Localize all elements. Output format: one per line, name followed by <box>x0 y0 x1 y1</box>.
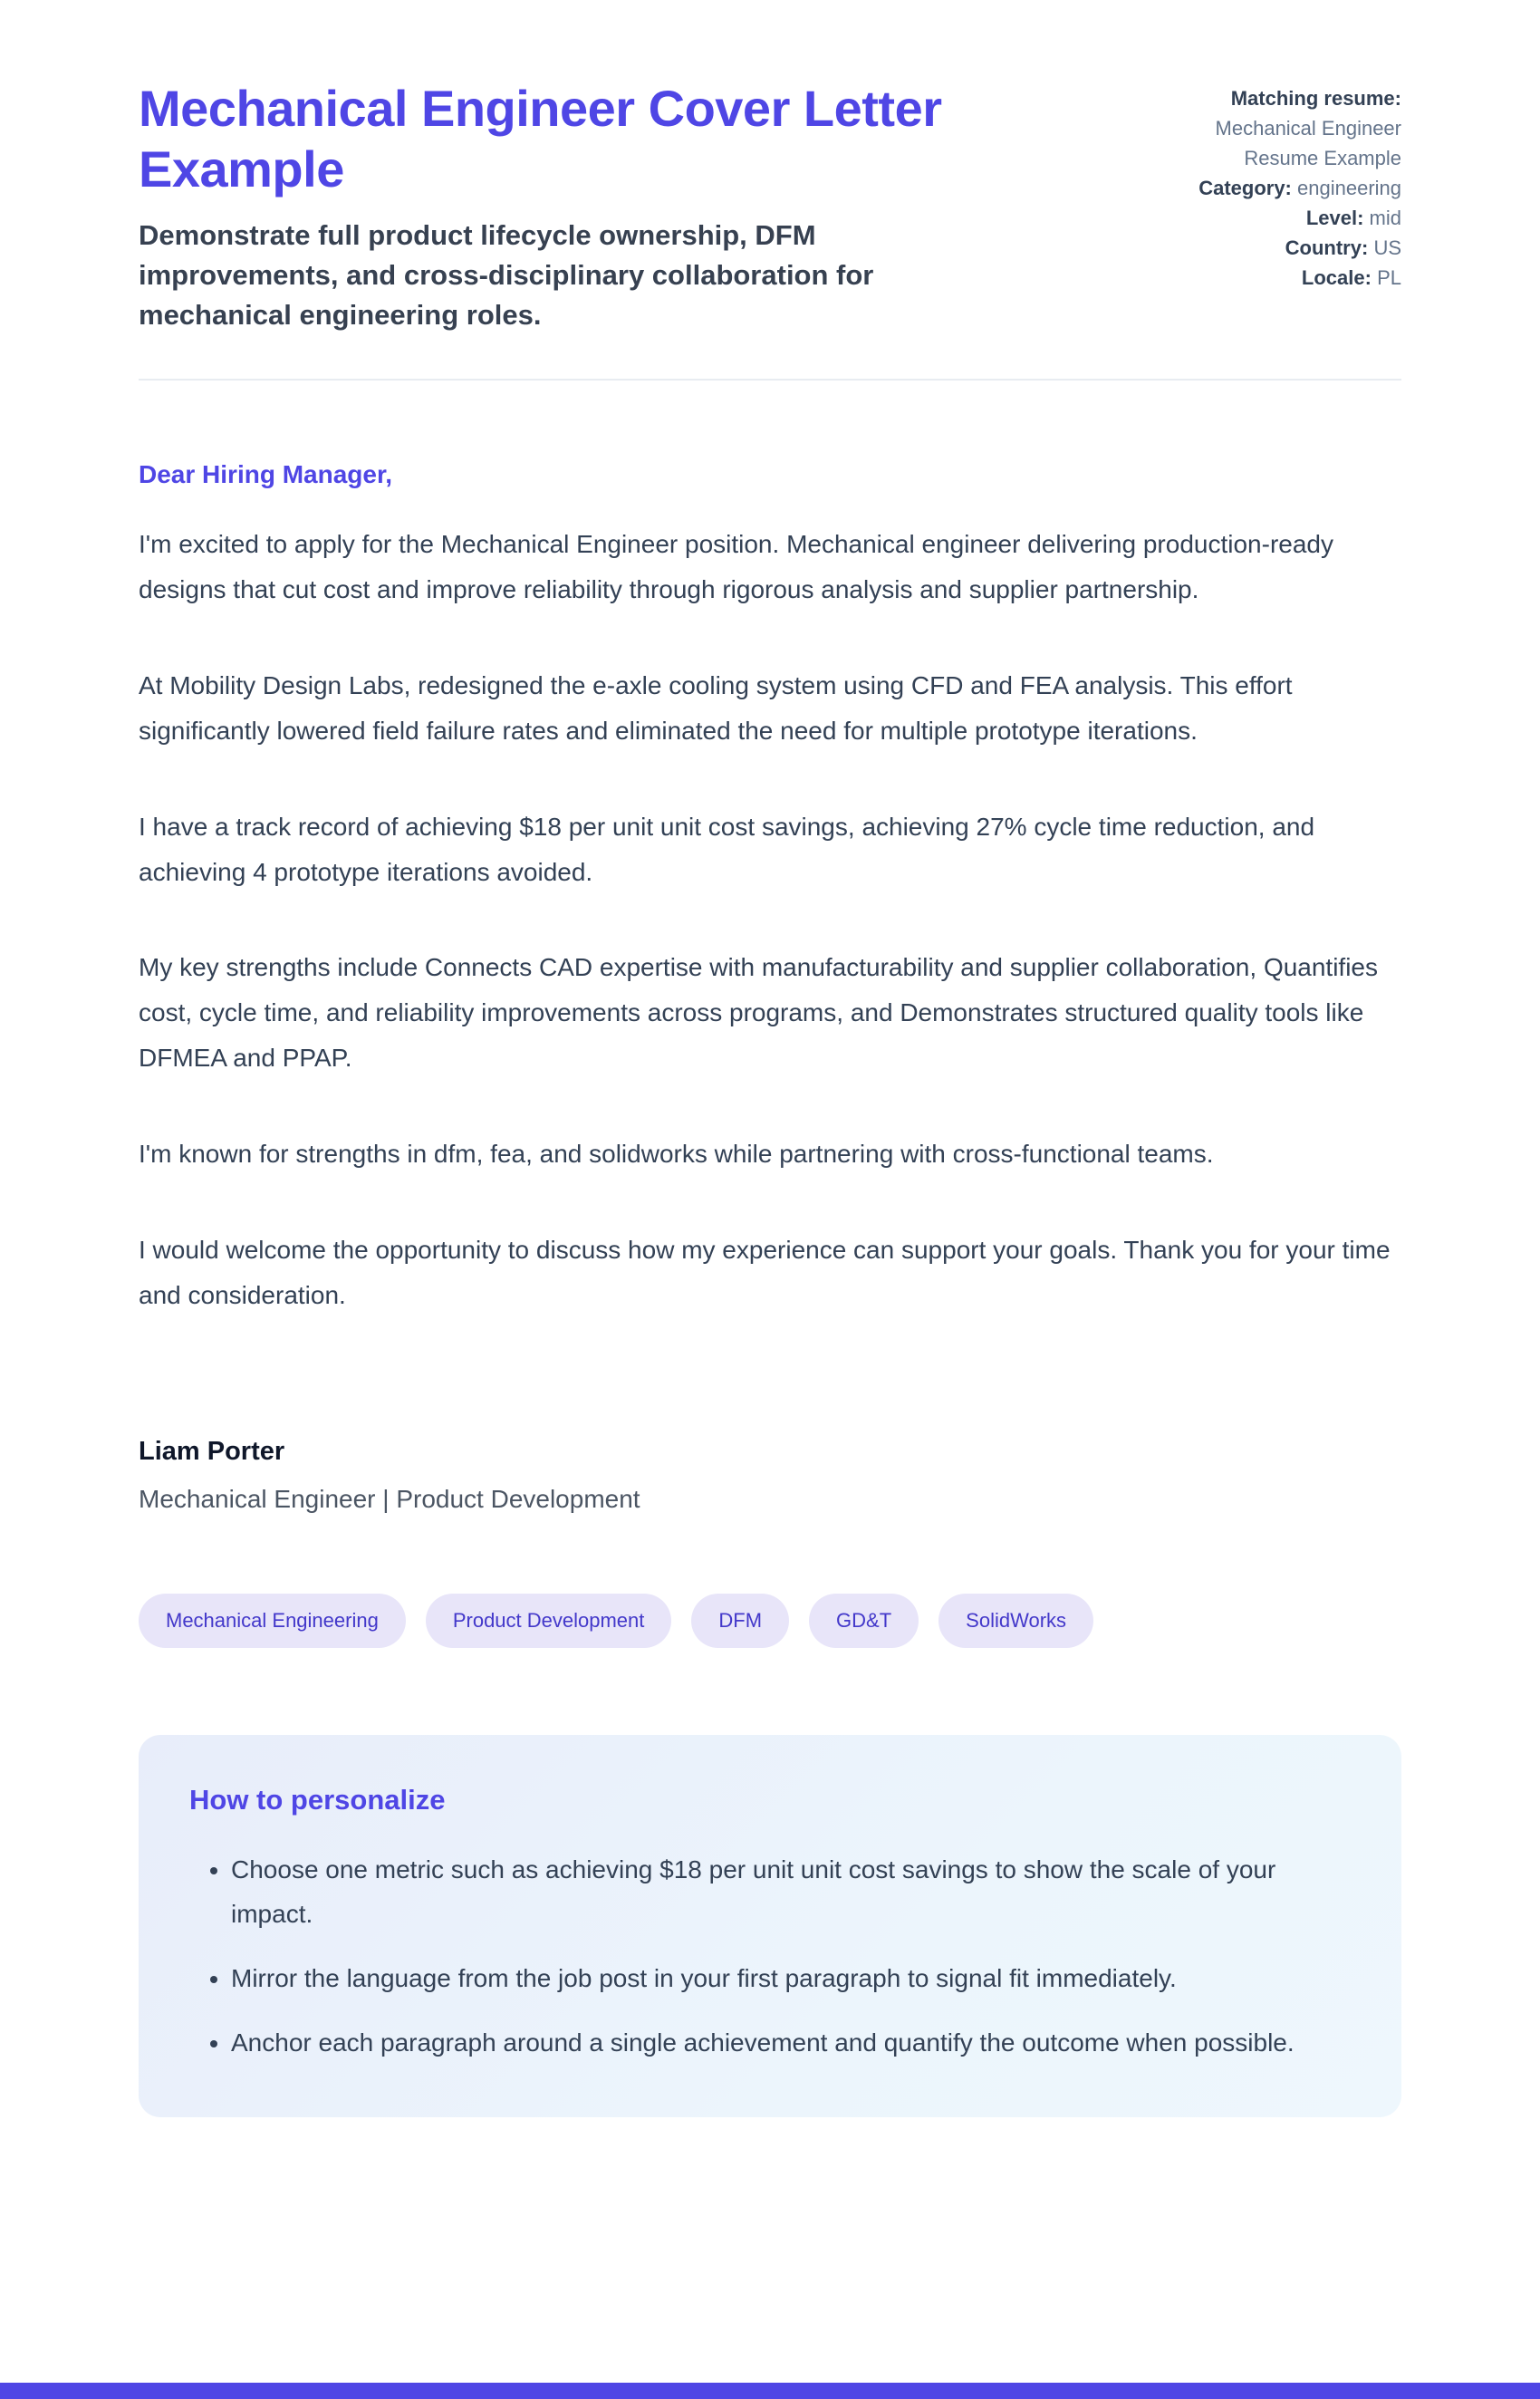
tag-list <box>139 1594 1401 1648</box>
meta-matching-resume <box>1191 83 1401 173</box>
meta-country <box>1191 233 1401 263</box>
letter-paragraph-2: At Mobility Design Labs, redesigned the e-axle cooling system using CFD and FEA analysis. This effort significantly lowered field failure rates and eliminated the need for multiple prototype iterations. <box>139 671 1293 745</box>
letter-paragraph-4: My key strengths include Connects CAD expertise with manufacturability and supplier collaboration, Quantifies cost, cycle time, and reliability improvements across programs, and Demonstrates structured quality tools like DFMEA and PPAP. <box>139 953 1379 1073</box>
personalize-title: How to personalize <box>189 1784 446 1816</box>
letter-paragraph-5: I'm known for strengths in dfm, fea, and solidworks while partnering with cross-functional teams. <box>139 1139 1214 1168</box>
personalize-tip-1: • Choose one metric such as achieving $18 per unit unit cost savings to show the scale of your impact. <box>231 1847 1351 1936</box>
meta-label: Matching resume: <box>1230 87 1401 110</box>
meta-label: Country: <box>1285 236 1369 259</box>
header-title-block <box>139 78 1112 335</box>
meta-value: Mechanical Engineer Resume Example <box>1215 117 1401 169</box>
page-header <box>139 78 1401 335</box>
signature-name: Liam Porter <box>139 1437 285 1467</box>
letter-paragraph-1: I'm excited to apply for the Mechanical Engineer position. Mechanical engineer delivering production-ready designs that cut cost and improve reliability through rigorous analysis and supplier partnership. <box>139 530 1333 604</box>
header-divider <box>139 379 1401 381</box>
personalize-tip-list <box>189 1847 1351 2065</box>
personalize-tip-2: • Mirror the language from the job post in your first paragraph to signal fit immediately. <box>231 1956 1351 2000</box>
meta-label: Locale: <box>1301 266 1372 289</box>
meta-label: Level: <box>1305 207 1364 229</box>
cover-letter-page <box>139 0 1401 2343</box>
personalize-tip-3: • Anchor each paragraph around a single achievement and quantify the outcome when possible. <box>231 2020 1351 2065</box>
resume-meta-panel <box>1191 78 1401 293</box>
page-title: Mechanical Engineer Cover Letter Example <box>139 80 942 198</box>
meta-category <box>1191 173 1401 203</box>
meta-value: mid <box>1369 207 1401 229</box>
salutation: Dear Hiring Manager, <box>139 460 393 489</box>
tag-product-development[interactable]: Product Development <box>426 1594 672 1648</box>
meta-value: PL <box>1377 266 1401 289</box>
meta-level <box>1191 203 1401 233</box>
personalize-card <box>139 1735 1401 2117</box>
signature-role: Mechanical Engineer | Product Development <box>139 1485 640 1514</box>
tag-solidworks[interactable]: SolidWorks <box>938 1594 1093 1648</box>
footer-accent-bar <box>0 2383 1540 2399</box>
page-subtitle: Demonstrate full product lifecycle ownership, DFM improvements, and cross-disciplinary collaboration for mechanical engineering roles. <box>139 219 874 332</box>
tag-gdt[interactable]: GD&T <box>809 1594 919 1648</box>
tag-dfm[interactable]: DFM <box>691 1594 789 1648</box>
letter-body <box>139 460 1401 1514</box>
letter-paragraph-3: I have a track record of achieving $18 per unit unit cost savings, achieving 27% cycle time reduction, and achieving 4 prototype iterations avoided. <box>139 812 1315 886</box>
meta-label: Category: <box>1198 177 1292 199</box>
meta-value: engineering <box>1297 177 1401 199</box>
tag-mechanical-engineering[interactable]: Mechanical Engineering <box>139 1594 406 1648</box>
meta-value: US <box>1373 236 1401 259</box>
meta-locale <box>1191 263 1401 293</box>
letter-paragraph-6: I would welcome the opportunity to discuss how my experience can support your goals. Thank you for your time and consideration. <box>139 1235 1391 1309</box>
